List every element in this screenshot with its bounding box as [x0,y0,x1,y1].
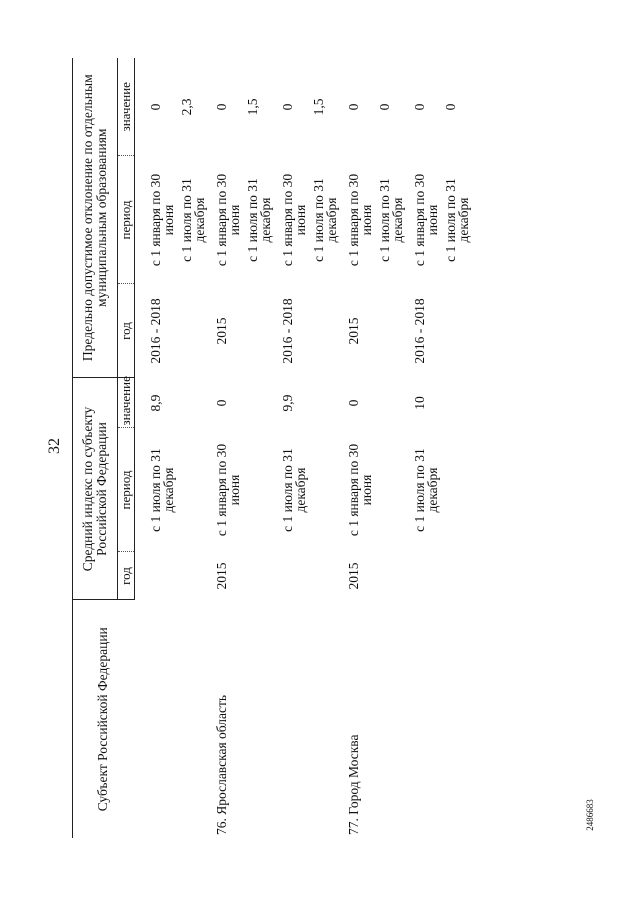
rotated-table-container [72,58,533,838]
cell-avg-value: 10 [411,396,427,410]
header-dev-period: период [118,156,135,284]
cell-avg-value [374,378,405,428]
cell-subject [141,600,176,838]
cell-avg-year [374,552,405,600]
header-max-deviation: Предельно допустимое отклонение по отдельным муниципальным образованиям [73,58,118,378]
cell-subject: 77. Город Москва [345,734,361,835]
table-row [176,58,207,838]
cell-avg-year [405,552,440,600]
cell-avg-value: 0 [345,399,361,407]
cell-avg-year [273,552,308,600]
cell-dev-value: 0 [442,103,458,111]
cell-dev-value: 0 [376,103,392,111]
header-average-index: Средний индекс по субъекту Российской Федерации [73,378,118,600]
cell-avg-year [440,552,471,600]
cell-dev-value: 0 [147,103,163,111]
cell-dev-period: с 1 июля по 31 декабря [310,178,340,262]
header-dev-year: год [118,284,135,378]
table-row [273,58,308,838]
cell-avg-period: с 1 января по 30 июня [345,443,375,537]
cell-avg-value: 9,9 [279,394,295,412]
cell-dev-value: 1,5 [310,98,326,116]
cell-dev-period: с 1 июля по 31 декабря [178,178,208,262]
cell-dev-value: 0 [411,103,427,111]
cell-subject [273,600,308,838]
cell-dev-period: с 1 января по 30 июня [279,173,309,267]
cell-dev-year [374,284,405,378]
cell-avg-period: с 1 января по 30 июня [213,443,243,537]
table-row [440,58,471,838]
cell-avg-value [176,378,207,428]
header-dev-value: значение [118,58,135,156]
cell-dev-year: 2015 [213,317,229,345]
header-subject: Субъект Российской Федерации [73,600,135,838]
table-row [207,58,242,838]
table-body [134,58,471,838]
cell-avg-value [242,378,273,428]
cell-dev-period: с 1 января по 30 июня [213,173,243,267]
cell-dev-period: с 1 июля по 31 декабря [442,178,472,262]
cell-dev-value: 0 [279,103,295,111]
table-row [141,58,176,838]
header-avg-value: значение [118,378,135,428]
cell-dev-value: 0 [345,103,361,111]
table-row [308,58,339,838]
cell-avg-year: 2015 [345,562,361,590]
cell-subject: 76. Ярославская область [213,694,229,835]
tariff-index-table [72,58,471,838]
cell-avg-value: 8,9 [147,394,163,412]
cell-avg-year: 2015 [213,562,229,590]
cell-dev-value: 1,5 [244,98,260,116]
cell-avg-period [308,428,339,552]
header-avg-year: год [118,552,135,600]
cell-subject [242,600,273,838]
cell-subject [308,600,339,838]
cell-avg-value [440,378,471,428]
table-row [374,58,405,838]
cell-avg-period: с 1 июля по 31 декабря [279,448,309,532]
cell-avg-year [176,552,207,600]
table-header [73,58,135,838]
cell-subject [405,600,440,838]
cell-avg-period [176,428,207,552]
cell-dev-value: 0 [213,103,229,111]
cell-avg-period [242,428,273,552]
cell-dev-period: с 1 июля по 31 декабря [376,178,406,262]
cell-avg-period: с 1 июля по 31 декабря [147,448,177,532]
cell-avg-value: 0 [213,399,229,407]
cell-avg-year [242,552,273,600]
cell-dev-year [308,284,339,378]
cell-dev-year: 2016 - 2018 [147,298,163,364]
cell-dev-year: 2016 - 2018 [279,298,295,364]
cell-avg-period: с 1 июля по 31 декабря [411,448,441,532]
cell-dev-period: с 1 января по 30 июня [411,173,441,267]
cell-dev-year [176,284,207,378]
cell-dev-year: 2016 - 2018 [411,298,427,364]
table-row [242,58,273,838]
cell-avg-value [308,378,339,428]
cell-dev-year [440,284,471,378]
cell-avg-year [141,552,176,600]
cell-subject [440,600,471,838]
table-row [339,58,374,838]
cell-dev-year [242,284,273,378]
cell-subject [176,600,207,838]
cell-dev-period: с 1 января по 30 июня [147,173,177,267]
cell-subject [374,600,405,838]
table-row [405,58,440,838]
page-number: 32 [46,438,63,454]
header-avg-period: период [118,428,135,552]
cell-avg-year [308,552,339,600]
cell-dev-period: с 1 января по 30 июня [345,173,375,267]
cell-dev-period: с 1 июля по 31 декабря [244,178,274,262]
cell-dev-value: 2,3 [178,98,194,116]
cell-dev-year: 2015 [345,317,361,345]
cell-avg-period [374,428,405,552]
cell-avg-period [440,428,471,552]
document-id: 2486683 [585,799,595,831]
